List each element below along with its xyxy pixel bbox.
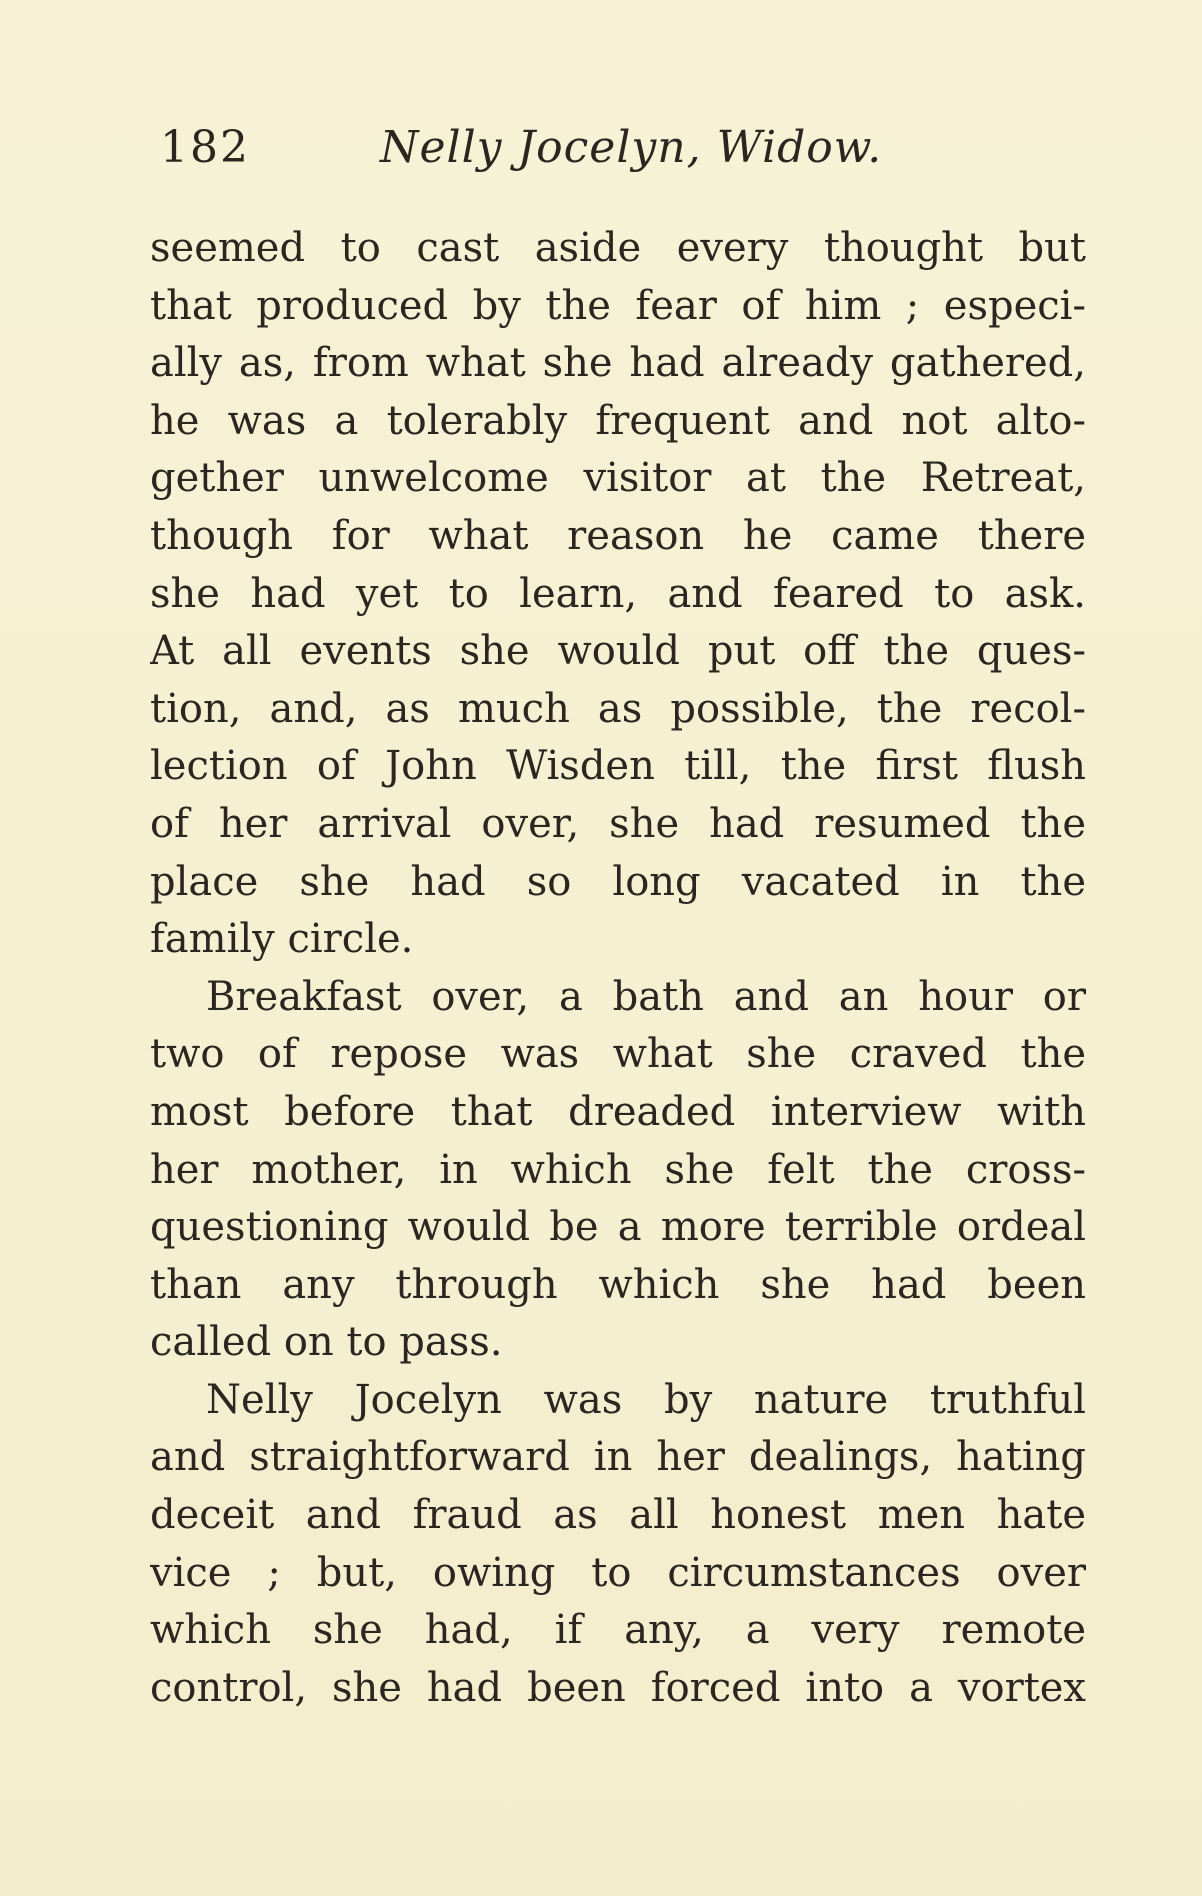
text-line: tion, and, as much as possible, the recol-	[150, 685, 1086, 732]
text-line: deceit and fraud as all honest men hate	[150, 1492, 1086, 1539]
text-line: two of repose was what she craved the	[150, 1031, 1086, 1078]
text-line: vice ; but, owing to circumstances over	[150, 1549, 1086, 1596]
text-line: most before that dreaded interview with	[150, 1088, 1086, 1135]
text-line: called on to pass.	[150, 1319, 503, 1366]
text-line: control, she had been forced into a vortex	[150, 1664, 1086, 1711]
text-line: At all events she would put off the ques-	[150, 628, 1086, 675]
text-line: questioning would be a more terrible ordeal	[150, 1204, 1086, 1251]
running-title: Nelly Jocelyn, Widow.	[380, 122, 883, 173]
text-line: though for what reason he came there	[150, 512, 1086, 559]
text-line: and straightforward in her dealings, hating	[150, 1434, 1086, 1481]
text-line: ally as, from what she had already gathered,	[150, 340, 1086, 387]
text-line: she had yet to learn, and feared to ask.	[150, 570, 1086, 617]
text-line: her mother, in which she felt the cross-	[150, 1146, 1086, 1193]
text-line: Breakfast over, a bath and an hour or	[206, 973, 1086, 1020]
text-line: gether unwelcome visitor at the Retreat,	[150, 455, 1086, 502]
text-line: lection of John Wisden till, the first flush	[150, 743, 1086, 790]
page-number: 182	[160, 122, 250, 173]
text-line: family circle.	[150, 916, 414, 963]
text-line: place she had so long vacated in the	[150, 858, 1086, 905]
text-line: seemed to cast aside every thought but	[150, 225, 1086, 271]
text-line: of her arrival over, she had resumed the	[150, 800, 1086, 847]
text-line: he was a tolerably frequent and not alto-	[150, 397, 1086, 444]
text-line: that produced by the fear of him ; especi-	[150, 282, 1086, 329]
text-line: Nelly Jocelyn was by nature truthful	[206, 1376, 1086, 1423]
running-head	[160, 118, 1100, 178]
text-line: than any through which she had been	[150, 1261, 1086, 1308]
text-line: which she had, if any, a very remote	[150, 1607, 1086, 1654]
body-text	[150, 220, 1086, 1717]
